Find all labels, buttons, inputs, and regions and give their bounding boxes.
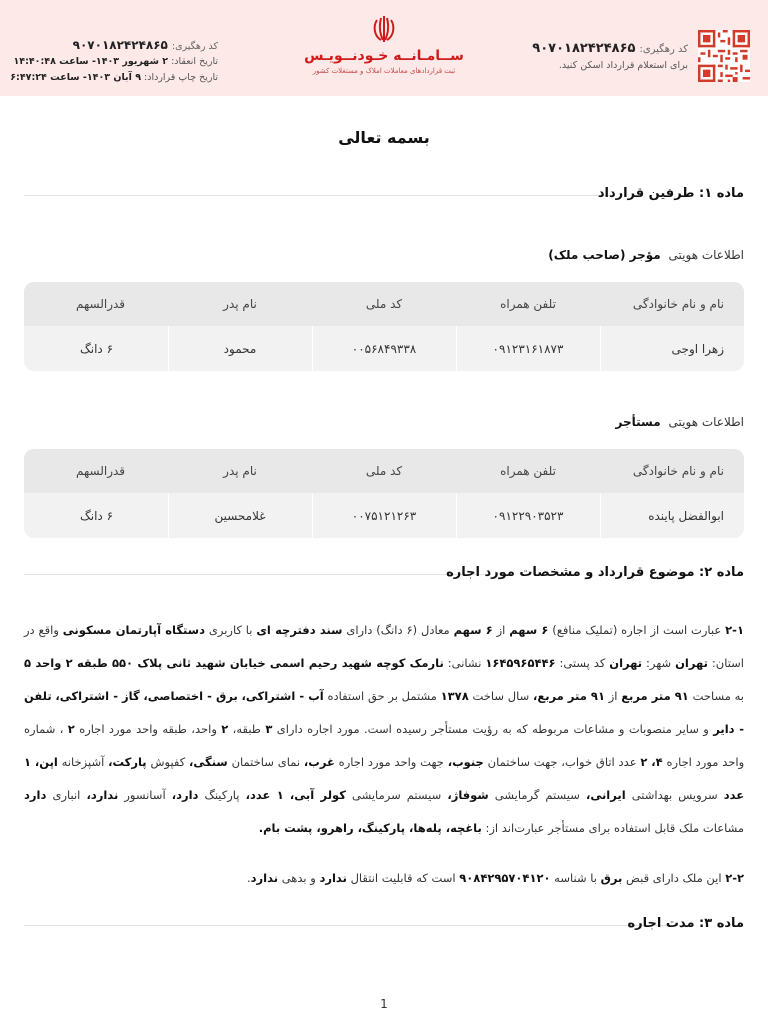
text: عدد اتاق خواب، جهت ساختمان	[487, 755, 637, 769]
gas: گاز - اشتراکی،	[55, 689, 140, 703]
left-tracking-code: ۹۰۷۰۱۸۲۴۲۴۸۶۵	[72, 38, 168, 52]
print-date-label: تاریخ چاپ قرارداد:	[144, 72, 218, 83]
text: واحد، طبقه واحد مورد اجاره	[79, 722, 217, 736]
text: انباری	[52, 788, 81, 802]
flooring: پارکت،	[108, 755, 147, 769]
brand-subtitle: ثبت قراردادهای معاملات املاک و مستغلات کشور	[312, 67, 456, 75]
tenant-table	[24, 449, 744, 538]
left-tracking-label: کد رهگیری:	[171, 41, 218, 52]
elevator: ندارد،	[86, 788, 119, 802]
province: تهران	[675, 656, 708, 670]
page-title: بسمه تعالی	[338, 128, 430, 147]
article1-heading: ماده ۱: طرفین قرارداد	[597, 186, 744, 201]
cell-father: غلامحسین	[168, 493, 312, 538]
cell-share: ۶ دانگ	[80, 508, 114, 523]
cell-mobile: ۰۹۱۲۳۱۶۱۸۷۳	[456, 326, 600, 371]
iran-emblem-icon	[371, 14, 397, 44]
text: نشانی:	[447, 656, 482, 670]
tracking-code: ۹۰۷۰۱۸۲۴۲۴۸۶۵	[532, 41, 636, 56]
units: ۲	[221, 722, 229, 736]
brand-name: ســامـانــه خـودنــویـس	[304, 48, 464, 64]
col-national-id: کد ملی	[312, 282, 456, 326]
col-share: قدرالسهم	[24, 449, 168, 493]
commons: باغچه، پله‌ها، پارکینگ، راهرو، پشت بام.	[258, 821, 482, 835]
clause-2-2	[24, 862, 744, 895]
text: کفپوش	[150, 755, 186, 769]
divider	[24, 195, 614, 196]
text: است که قابلیت انتقال	[350, 871, 456, 885]
qr-code-icon	[698, 30, 750, 82]
landlord-role: مؤجر (صاحب ملک)	[548, 248, 661, 262]
cell-name: ابوالفضل پاینده	[600, 493, 744, 538]
col-name: نام و نام خانوادگی	[600, 282, 744, 326]
area: ۹۱ متر مربع	[621, 689, 689, 703]
debt: ندارد	[250, 871, 279, 885]
address: نارمک کوچه شهید رحیم اسمی خیابان شهید ثانی پلاک ۵۵۰ طبقه ۲ واحد ۵	[24, 656, 444, 670]
cell-mobile: ۰۹۱۲۲۹۰۳۵۲۳	[456, 493, 600, 538]
text: مشتمل بر حق استفاده	[327, 689, 437, 703]
text: سیستم گرمایشی	[494, 788, 580, 802]
print-date: ۹ آبان ۱۴۰۳- ساعت ۶:۴۷:۲۴	[10, 72, 141, 83]
col-national-id: کد ملی	[312, 449, 456, 493]
clause-2-1	[24, 614, 744, 845]
storage: دارد	[24, 788, 47, 802]
text: از	[496, 623, 506, 637]
wc-count: ۱ عدد	[24, 755, 745, 802]
building-direction: جنوب،	[447, 755, 484, 769]
text: عبارت است از اجاره (تملیک منافع)	[552, 623, 722, 637]
text: مشاعات ملک قابل استفاده برای مستأجر عبارت‌اند از:	[485, 821, 744, 835]
col-father: نام پدر	[168, 449, 312, 493]
col-name: نام و نام خانوادگی	[600, 449, 744, 493]
page-number: 1	[380, 997, 388, 1011]
col-father: نام پدر	[168, 282, 312, 326]
divider	[24, 925, 688, 926]
text: معادل (۶ دانگ) دارای	[346, 623, 450, 637]
col-mobile: تلفن همراه	[456, 449, 600, 493]
document-header	[0, 0, 768, 96]
tenant-label	[616, 415, 744, 429]
cell-father: محمود	[168, 326, 312, 371]
floors: ۳	[265, 722, 273, 736]
parking-count: ۱ عدد،	[245, 788, 284, 802]
text: سرویس بهداشتی	[631, 788, 718, 802]
tenant-role: مستأجر	[615, 415, 661, 429]
article3-heading: ماده ۳: مدت اجاره	[627, 916, 744, 931]
floor: ۲	[67, 722, 75, 736]
text: کد پستی:	[559, 656, 606, 670]
text: و سایر منصوبات و مشاعات مربوطه که به رؤیت مستأجر رسیده است. مورد اجاره دارای	[276, 722, 709, 736]
qr-note: برای استعلام قرارداد اسکن کنید.	[558, 60, 688, 71]
wc-type: ایرانی،	[585, 788, 626, 802]
transfer: ندارد	[319, 871, 347, 885]
cell-national-id: ۰۰۵۶۸۴۹۳۳۸	[312, 326, 456, 371]
landlord-info-label: اطلاعات هویتی	[668, 248, 744, 262]
cell-share: ۶ دانگ	[80, 341, 114, 356]
text: پارکینگ	[204, 788, 240, 802]
unit-number: ۴،	[651, 755, 663, 769]
doc-type: سند دفترچه ای	[256, 623, 343, 637]
clause-number: ۲-۱	[725, 623, 744, 637]
landlord-label	[548, 248, 744, 262]
text: طبقه،	[232, 722, 261, 736]
qr-block	[532, 30, 750, 82]
water: آب - اشتراکی،	[241, 689, 324, 703]
contract-date: ۲ شهریور ۱۴۰۳- ساعت ۱۴:۴۰:۴۸	[13, 56, 169, 67]
text: نمای ساختمان	[231, 755, 301, 769]
landlord-table	[24, 282, 744, 371]
facade: سنگی،	[189, 755, 228, 769]
area: ۹۱ متر مربع،	[532, 689, 605, 703]
text: شهر:	[646, 656, 672, 670]
phone: تلفن - دایر	[24, 689, 745, 736]
kitchen: اپن،	[34, 755, 58, 769]
text: آسانسور	[124, 788, 166, 802]
power: برق - اختصاصی،	[143, 689, 238, 703]
col-share: قدرالسهم	[24, 282, 168, 326]
rooms: ۲	[640, 755, 648, 769]
text: این ملک دارای قبض	[626, 871, 722, 885]
text: از	[608, 689, 618, 703]
text: .	[246, 871, 251, 885]
text: با شناسه	[554, 871, 597, 885]
text: واقع در استان:	[24, 623, 744, 670]
text: آشپزخانه	[61, 755, 105, 769]
cooling: کولر آبی،	[289, 788, 346, 802]
cell-name: زهرا اوجی	[600, 326, 744, 371]
text: به مساحت	[692, 689, 744, 703]
text: سیستم سرمایشی	[352, 788, 442, 802]
col-mobile: تلفن همراه	[456, 282, 600, 326]
text: سال ساخت	[472, 689, 530, 703]
share-value: ۶ سهم	[509, 623, 549, 637]
text: با کاربری	[208, 623, 253, 637]
text: ، شماره واحد مورد اجاره	[24, 722, 745, 769]
brand-block	[300, 14, 468, 75]
tenant-info-label: اطلاعات هویتی	[668, 415, 744, 429]
contract-date-label: تاریخ انعقاد:	[171, 56, 218, 67]
share-value: ۶ سهم	[453, 623, 493, 637]
text: جهت واحد مورد اجاره	[338, 755, 444, 769]
text: و بدهی	[281, 871, 316, 885]
clause-number: ۲-۲	[725, 871, 744, 885]
heating: شوفاژ،	[447, 788, 489, 802]
tracking-label: کد رهگیری:	[639, 44, 688, 55]
cell-national-id: ۰۰۷۵۱۲۱۲۶۳	[312, 493, 456, 538]
divider	[24, 574, 484, 575]
city: تهران	[609, 656, 643, 670]
table-row	[24, 326, 744, 371]
article2-heading: ماده ۲: موضوع قرارداد و مشخصات مورد اجاره	[446, 565, 744, 580]
bill-id: ۹۰۸۴۲۹۵۷۰۴۱۲۰	[459, 871, 551, 885]
bill-type: برق	[600, 871, 623, 885]
unit-direction: غرب،	[303, 755, 335, 769]
build-year: ۱۳۷۸	[440, 689, 469, 703]
usage: دستگاه آپارتمان مسکونی	[62, 623, 205, 637]
parking-state: دارد،	[171, 788, 199, 802]
contract-meta	[10, 38, 218, 88]
postal-code: ۱۶۴۵۹۶۵۴۴۶	[485, 656, 556, 670]
table-row	[24, 493, 744, 538]
